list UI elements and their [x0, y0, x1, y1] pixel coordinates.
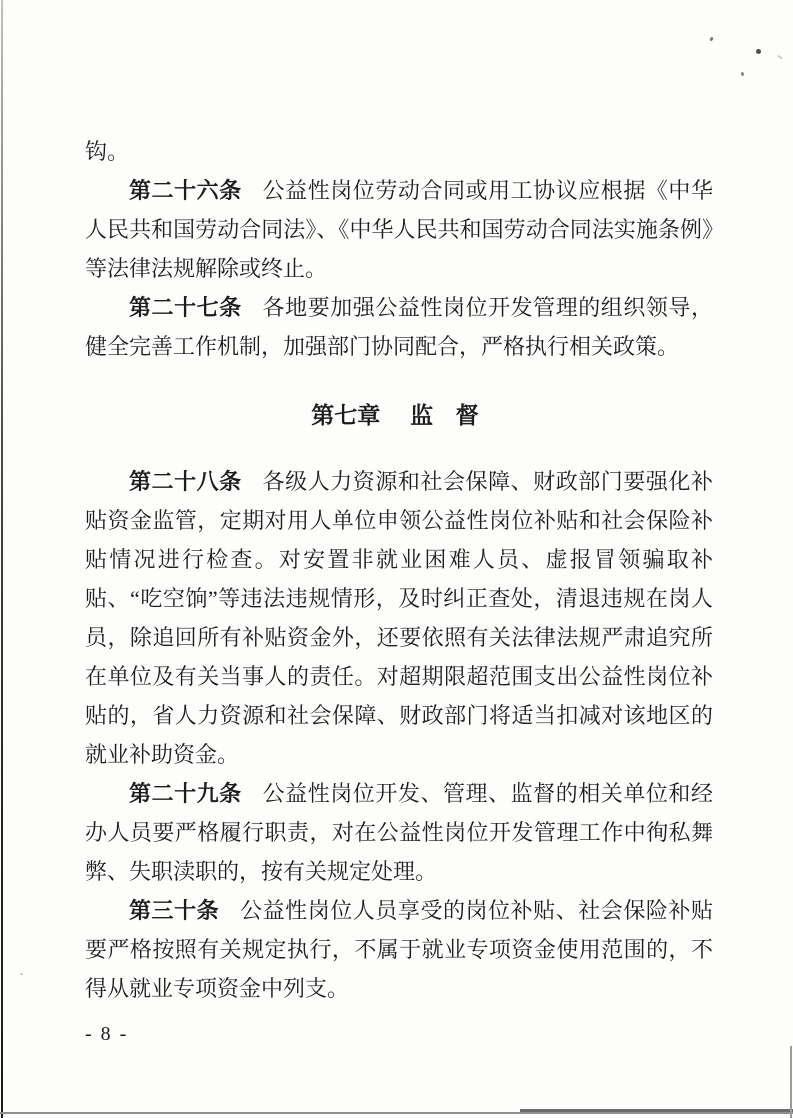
article-30-label: 第三十条: [129, 898, 220, 923]
scan-speckle: [709, 37, 713, 42]
scan-speckle: [740, 72, 744, 77]
chapter-7-heading: [85, 396, 713, 435]
article-29-label: 第二十九条: [129, 781, 242, 806]
scan-speckle: [777, 54, 783, 59]
article-26-text: 公益性岗位劳动合同或用工协议应根据《中华人民共和国劳动合同法》、《中华人民共和国劳动合同法实施条例》等法律法规解除或终止。: [85, 178, 713, 281]
chapter-number: 第七章: [311, 402, 381, 428]
scan-edge-right-line: [790, 1046, 792, 1118]
paragraph-continuation: 钩。: [85, 139, 130, 164]
page-number: - 8 -: [85, 1023, 129, 1045]
article-27-paragraph: [85, 288, 713, 366]
article-30-text: 公益性岗位人员享受的岗位补贴、社会保险补贴要严格按照有关规定执行，不属于就业专项资金使用范围的，不得从就业专项资金中列支。: [85, 898, 713, 1001]
article-29-paragraph: [85, 774, 713, 891]
scan-edge-left-line: [1, 0, 3, 1118]
page-content: [85, 132, 713, 1046]
article-28-text: 各级人力资源和社会保障、财政部门要强化补贴资金监管，定期对用人单位申领公益性岗位补贴和社会保险补贴情况进行检查。对安置非就业困难人员、虚报冒领骗取补贴、“吃空饷”等违法违规情形，及时纠正查处，清退违规在岗人员，除追回所有补贴资金外，还要依照有关法律法规严肃追究所在单位及有关当事人的责任。对超期限超范围支出公益性岗位补贴的，省人力资源和社会保障、财政部门将适当扣减对该地区的就业补助资金。: [85, 469, 713, 767]
article-28-label: 第二十八条: [129, 469, 242, 494]
article-30-paragraph: [85, 891, 713, 1008]
article-26-label: 第二十六条: [129, 178, 242, 203]
scan-speckle: [20, 973, 23, 975]
scan-edge-bottom-line: [0, 1112, 793, 1114]
scan-edge-bottom-right-line: [520, 1109, 793, 1112]
article-27-label: 第二十七条: [129, 295, 242, 320]
scan-speckle: [756, 49, 761, 54]
article-27-text: 各地要加强公益性岗位开发管理的组织领导，健全完善工作机制，加强部门协同配合，严格执行相关政策。: [85, 295, 713, 359]
chapter-title: 监 督: [410, 402, 487, 428]
article-28-paragraph: [85, 462, 713, 774]
article-29-text: 公益性岗位开发、管理、监督的相关单位和经办人员要严格履行职责，对在公益性岗位开发管理工作中徇私舞弊、失职渎职的，按有关规定处理。: [85, 781, 713, 884]
article-26-paragraph: [85, 171, 713, 288]
